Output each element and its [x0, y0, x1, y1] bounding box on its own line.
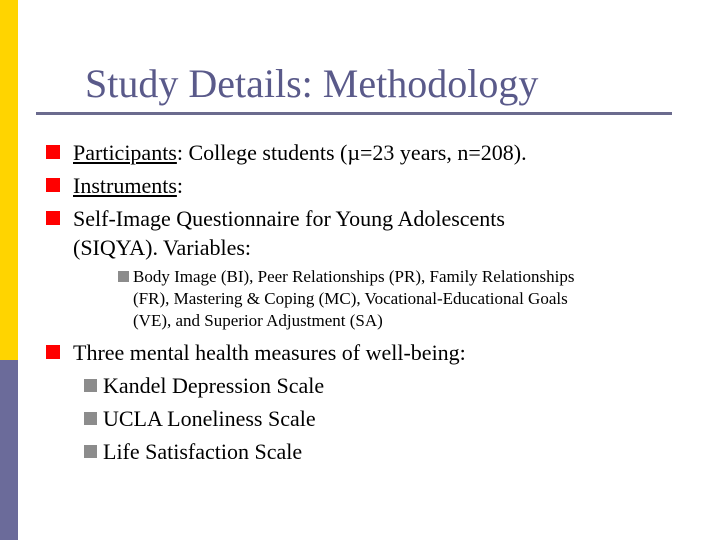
measure-item: Kandel Depression Scale	[103, 373, 325, 398]
instruments-label: Instruments	[73, 173, 177, 198]
slide-title: Study Details: Methodology	[85, 61, 539, 106]
sub-bullet-icon	[84, 379, 97, 392]
bullet-icon	[46, 345, 60, 359]
measure-item: Life Satisfaction Scale	[103, 439, 303, 464]
title-divider	[36, 112, 672, 115]
accent-bar-top	[0, 0, 18, 360]
participants-text: : College students (µ=23 years, n=208).	[176, 140, 527, 165]
sub-bullet-icon	[84, 445, 97, 458]
variables-line-1: Body Image (BI), Peer Relationships (PR), Family Relationships	[133, 267, 575, 286]
measures-heading: Three mental health measures of well-being:	[73, 340, 466, 365]
instruments-text: :	[176, 173, 184, 198]
bullet-icon	[46, 178, 60, 192]
accent-bar-bottom	[0, 360, 18, 540]
variables-line-3: (VE), and Superior Adjustment (SA)	[133, 311, 383, 330]
sub-bullet-icon	[84, 412, 97, 425]
siqya-line-1: Self-Image Questionnaire for Young Adolescents	[73, 206, 505, 231]
variables-line-2: (FR), Mastering & Coping (MC), Vocational-Educational Goals	[133, 289, 568, 308]
bullet-icon	[46, 145, 60, 159]
participants-item	[73, 136, 527, 169]
bullet-icon	[46, 211, 60, 225]
instruments-item	[73, 169, 183, 202]
sub-bullet-icon	[118, 271, 129, 282]
participants-label: Participants	[73, 140, 177, 165]
siqya-line-2: (SIQYA). Variables:	[73, 235, 252, 260]
measure-item: UCLA Loneliness Scale	[103, 406, 316, 431]
